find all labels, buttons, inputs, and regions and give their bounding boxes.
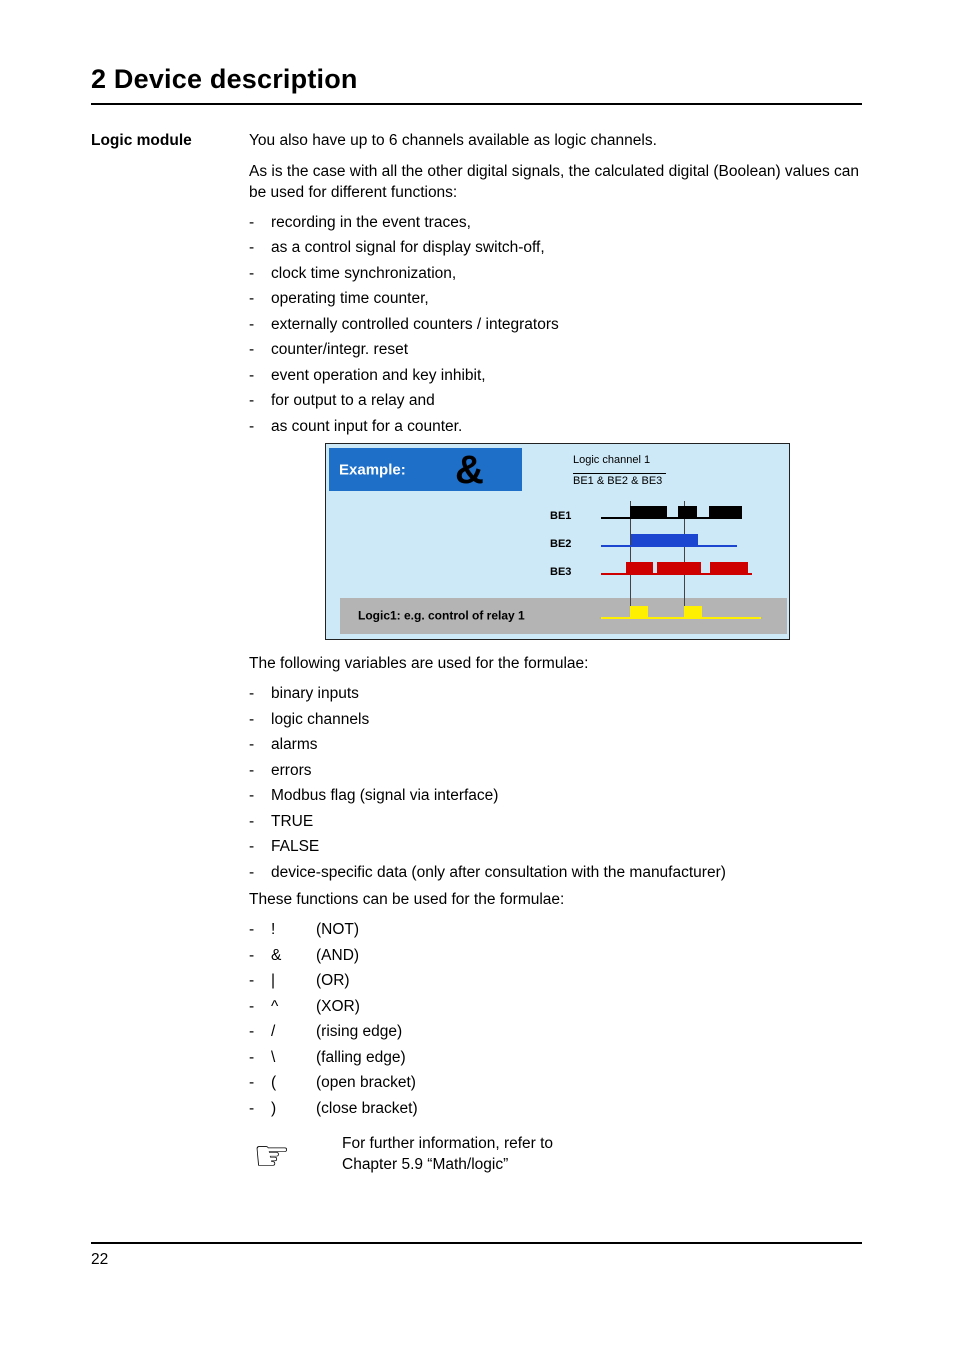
list-item-text: event operation and key inhibit,	[271, 366, 486, 384]
list-item-text: logic channels	[271, 710, 370, 728]
operator-item	[249, 920, 862, 941]
list-item-text: as count input for a counter.	[271, 417, 463, 435]
logic-module-section	[91, 130, 862, 1178]
list-item	[249, 238, 862, 259]
dash-marker: -	[249, 972, 255, 989]
be3-baseline	[601, 573, 752, 575]
intro-paragraph: You also have up to 6 channels available as logic channels.	[249, 131, 657, 149]
dash-marker: -	[249, 921, 255, 938]
operator-description: (OR)	[316, 972, 350, 989]
list-item	[249, 213, 862, 234]
list-item	[249, 863, 862, 884]
operator-item	[249, 1022, 862, 1043]
note-text	[342, 1133, 553, 1177]
list-item-text: errors	[271, 761, 312, 779]
operator-symbol: \	[271, 1048, 276, 1066]
be3-pulse	[710, 562, 748, 573]
variables-list	[249, 684, 862, 883]
list-item	[249, 786, 862, 807]
operator-item	[249, 1099, 862, 1120]
dash-marker: -	[249, 787, 255, 804]
list-item-text: FALSE	[271, 838, 320, 855]
operator-description: (close bracket)	[316, 1099, 418, 1117]
list-item-text: counter/integr. reset	[271, 341, 408, 358]
dash-marker: -	[249, 239, 255, 256]
list-item	[249, 684, 862, 705]
output-baseline	[601, 617, 761, 619]
list-item-text: operating time counter,	[271, 290, 429, 307]
dash-marker: -	[249, 838, 255, 855]
dash-marker: -	[249, 863, 255, 881]
list-item	[249, 264, 862, 285]
be3-pulse	[626, 562, 653, 573]
dash-marker: -	[249, 417, 255, 435]
dash-marker: -	[249, 685, 255, 702]
operator-symbol: ^	[271, 997, 279, 1015]
list-item	[249, 735, 862, 756]
operator-description: (open bracket)	[316, 1074, 416, 1091]
dash-marker: -	[249, 946, 255, 964]
operator-symbol: &	[271, 946, 282, 964]
list-item	[249, 315, 862, 336]
operator-item	[249, 997, 862, 1018]
operator-symbol: |	[271, 972, 276, 989]
operator-item	[249, 1073, 862, 1094]
signal-label-be1: BE1	[550, 510, 572, 522]
list-item-text: binary inputs	[271, 685, 359, 702]
list-item-text: for output to a relay and	[271, 392, 435, 409]
title-rule	[91, 103, 862, 105]
logic-channel-formula: BE1 & BE2 & BE3	[573, 475, 663, 487]
list-item	[249, 761, 862, 782]
operator-item	[249, 1048, 862, 1069]
operator-description: (NOT)	[316, 921, 360, 938]
operator-symbol: (	[271, 1074, 277, 1091]
list-item	[249, 417, 862, 438]
list-item	[249, 366, 862, 387]
list-item-text: device-specific data (only after consultation with the manufacturer)	[271, 863, 726, 881]
functions-intro-paragraph: As is the case with all the other digital signals, the calculated digital (Boolean) values can be used for different functions:	[249, 162, 860, 201]
example-box	[329, 448, 522, 491]
functions-list	[249, 213, 862, 438]
list-item	[249, 812, 862, 833]
list-item	[249, 289, 862, 310]
signal-label-be3: BE3	[550, 566, 572, 578]
output-pulse	[630, 606, 648, 617]
be1-pulse	[709, 506, 742, 517]
dash-marker: -	[249, 341, 255, 358]
variables-intro-paragraph: The following variables are used for the formulae:	[249, 655, 589, 672]
output-pulse	[684, 606, 702, 617]
dash-marker: -	[249, 213, 255, 231]
list-item-text: TRUE	[271, 812, 314, 830]
list-item	[249, 710, 862, 731]
list-item	[249, 340, 862, 361]
operator-description: (rising edge)	[316, 1023, 403, 1040]
dash-marker: -	[249, 1048, 255, 1066]
be1-pulse	[678, 506, 697, 517]
operator-symbol: )	[271, 1099, 277, 1117]
be1-baseline	[601, 517, 742, 519]
operator-description: (AND)	[316, 946, 360, 964]
list-item-text: recording in the event traces,	[271, 213, 471, 231]
note-line-1: For further information, refer to	[342, 1135, 554, 1152]
example-label: Example:	[339, 461, 406, 478]
operator-symbol: /	[271, 1023, 276, 1040]
page-footer	[91, 1242, 862, 1269]
operator-item	[249, 971, 862, 992]
list-item	[249, 837, 862, 858]
dash-marker: -	[249, 710, 255, 728]
be3-pulse	[657, 562, 701, 573]
dash-marker: -	[249, 366, 255, 384]
operators-intro-paragraph: These functions can be used for the formulae:	[249, 891, 565, 908]
footer-rule	[91, 1242, 862, 1244]
section-content	[249, 130, 862, 1178]
dash-marker: -	[249, 1074, 255, 1091]
dash-marker: -	[249, 812, 255, 830]
dash-marker: -	[249, 315, 255, 333]
logic-channel-title: Logic channel 1	[573, 450, 666, 474]
logic-example-figure	[325, 443, 790, 640]
dash-marker: -	[249, 392, 255, 409]
cross-reference-note	[249, 1131, 862, 1180]
dash-marker: -	[249, 1023, 255, 1040]
operator-item	[249, 946, 862, 967]
list-item-text: alarms	[271, 736, 318, 753]
note-line-2: Chapter 5.9 “Math/logic”	[342, 1156, 509, 1173]
signal-label-be2: BE2	[550, 538, 572, 550]
be2-baseline	[601, 545, 737, 547]
and-operator-symbol: &	[455, 447, 484, 492]
be1-pulse	[630, 506, 667, 517]
list-item-text: externally controlled counters / integrators	[271, 315, 559, 333]
be2-pulse	[631, 534, 698, 545]
list-item-text: as a control signal for display switch-off,	[271, 239, 545, 256]
list-item-text: clock time synchronization,	[271, 264, 457, 282]
dash-marker: -	[249, 290, 255, 307]
dash-marker: -	[249, 264, 255, 282]
page-number: 22	[91, 1250, 109, 1268]
dash-marker: -	[249, 761, 255, 779]
dash-marker: -	[249, 997, 255, 1015]
section-side-label: Logic module	[91, 131, 192, 149]
operator-description: (falling edge)	[316, 1048, 406, 1066]
list-item-text: Modbus flag (signal via interface)	[271, 787, 499, 804]
operators-list	[249, 920, 862, 1119]
operator-symbol: !	[271, 921, 276, 938]
page-title: 2 Device description	[91, 64, 358, 94]
operator-description: (XOR)	[316, 997, 360, 1015]
dash-marker: -	[249, 736, 255, 753]
logic-output-label: Logic1: e.g. control of relay 1	[358, 608, 525, 623]
dash-marker: -	[249, 1099, 255, 1117]
list-item	[249, 391, 862, 412]
pointing-hand-icon: ☞	[253, 1131, 291, 1180]
logic-output-bar	[340, 598, 787, 634]
